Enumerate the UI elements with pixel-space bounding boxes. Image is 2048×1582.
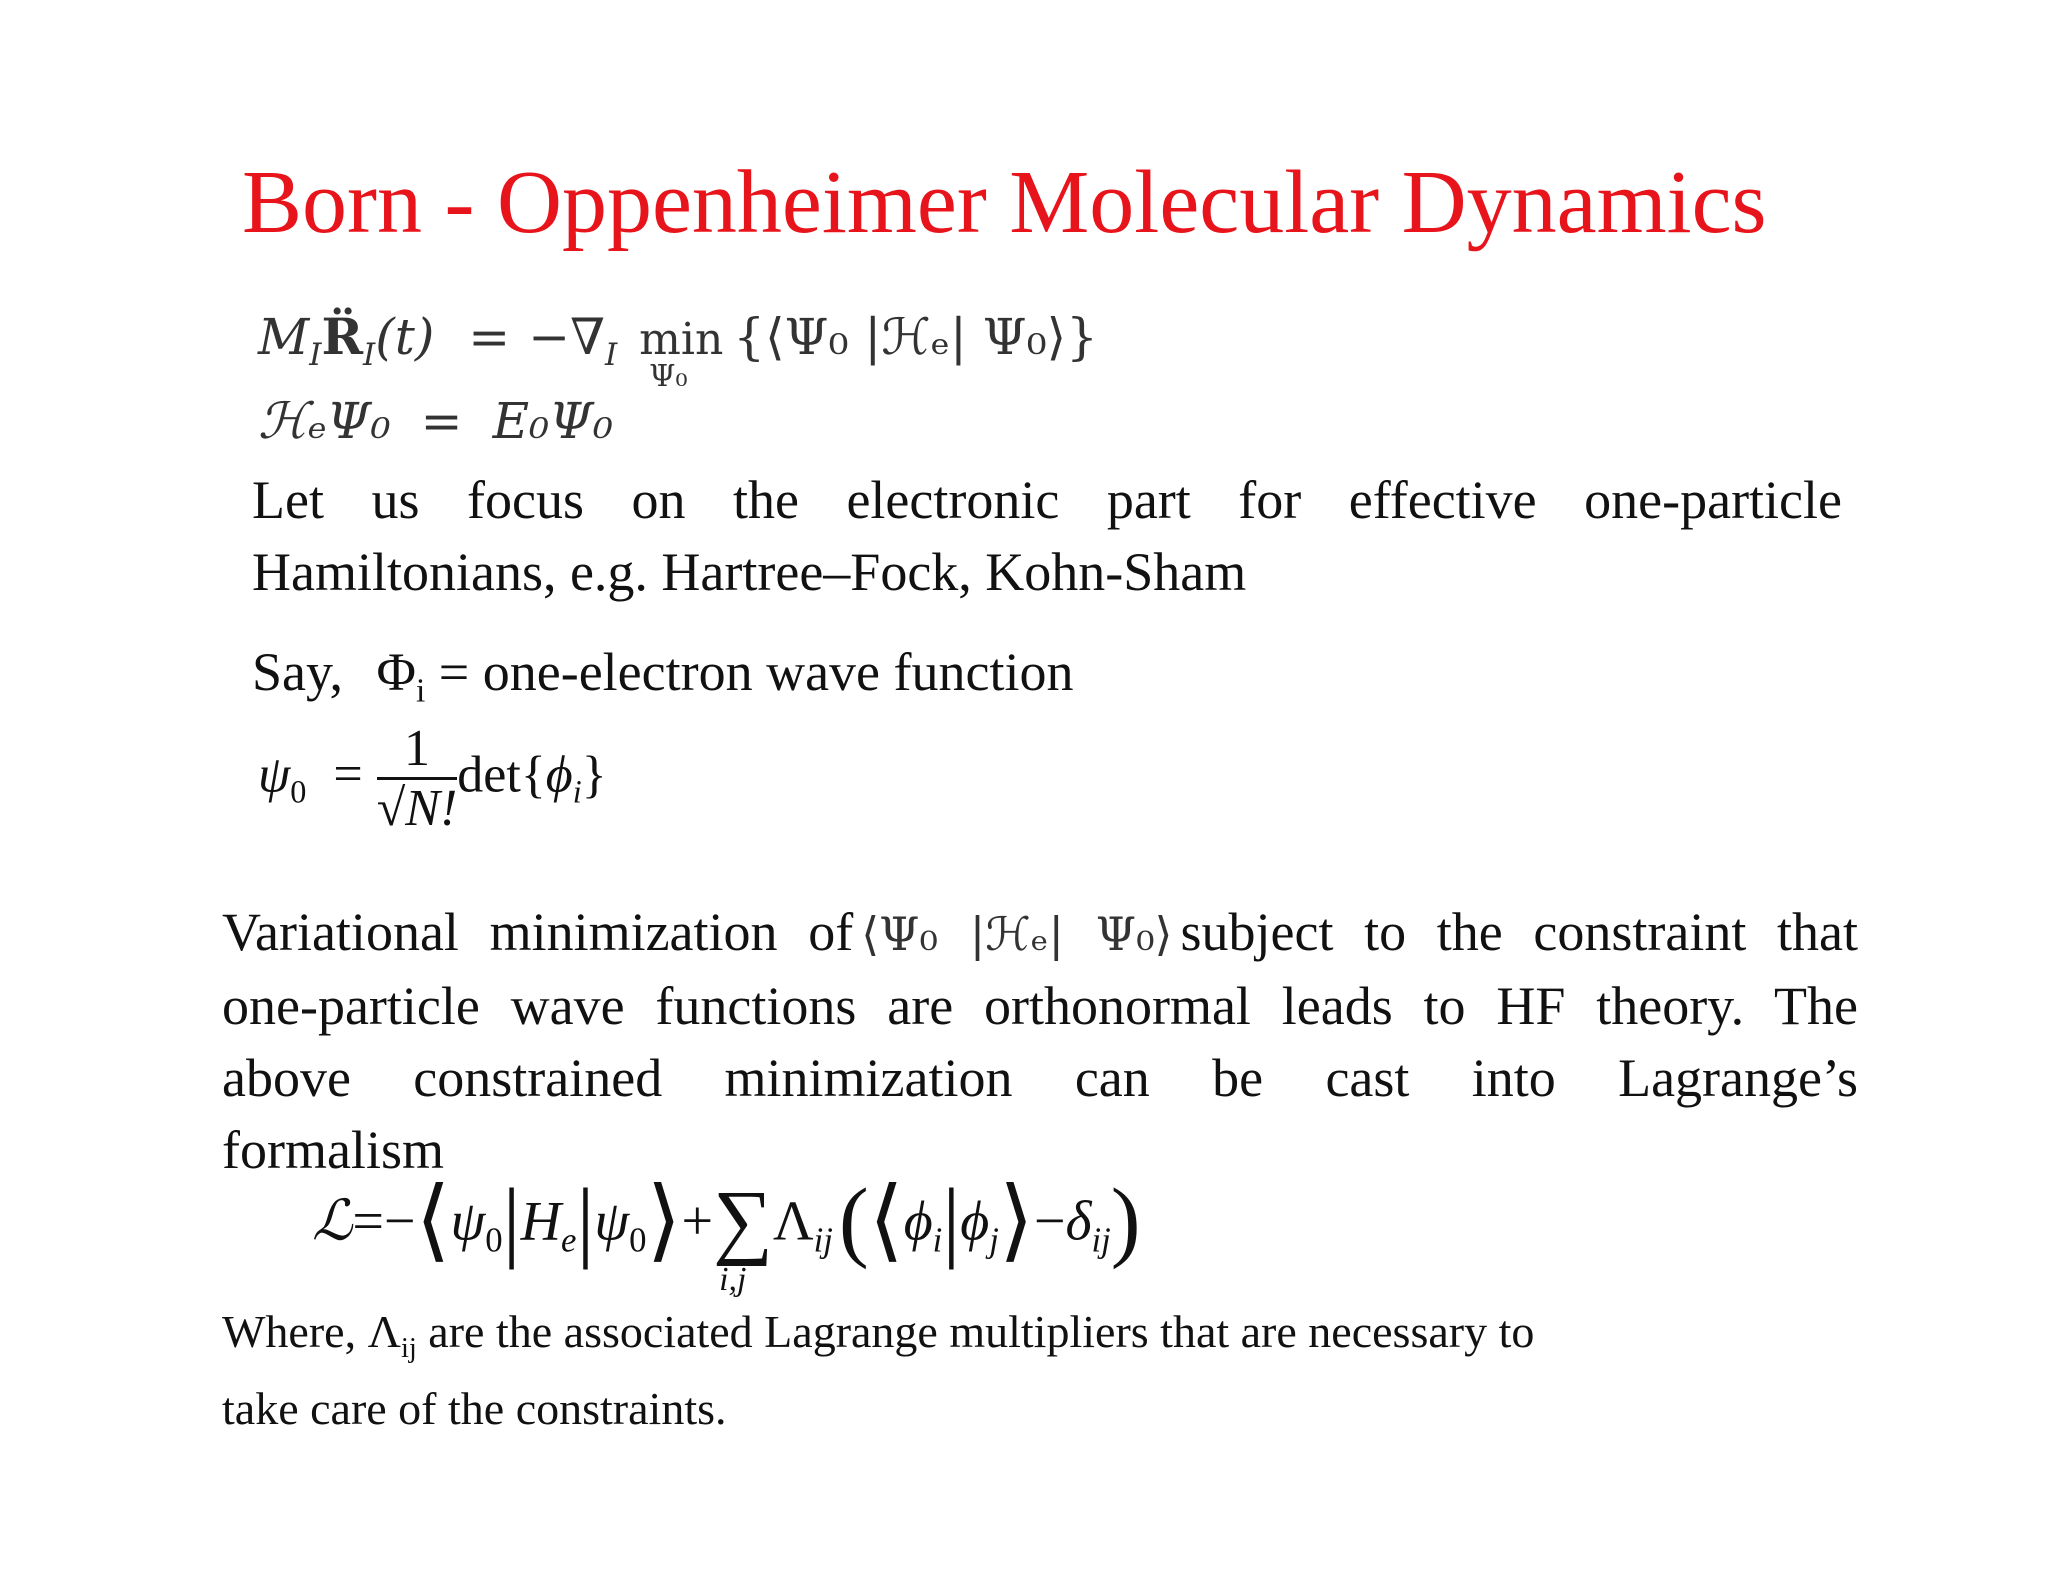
eq4-bar1: |	[502, 1171, 521, 1270]
eq4-phi2-sub: j	[989, 1220, 999, 1260]
paragraph-focus	[252, 464, 1842, 608]
eq3-close: }	[581, 746, 607, 804]
eq1-accel-sub: I	[363, 336, 376, 373]
paragraph-where-line2: take care of the constraints.	[222, 1382, 727, 1434]
eq4-bra2: ⟨	[868, 1171, 904, 1270]
eq4-bar3: |	[942, 1171, 961, 1270]
eq3-numerator: 1	[377, 722, 458, 780]
eq3-psi: ψ	[258, 746, 291, 804]
eq4-sum-under: i,j	[719, 1260, 747, 1298]
paragraph-variational	[222, 896, 1858, 1186]
eq1-mass: M	[258, 308, 310, 366]
paragraph-where	[222, 1302, 1534, 1439]
eq3-equals: =	[333, 746, 363, 804]
eq4-phi1: ϕ	[903, 1190, 933, 1253]
eq2-rhs: E₀Ψ₀	[492, 392, 614, 450]
eq4-psi2: ψ	[594, 1190, 630, 1253]
eq4-psi2-sub: 0	[629, 1220, 647, 1260]
paragraph-focus-line2: Hamiltonians, e.g. Hartree–Fock, Kohn-Sham	[252, 542, 1247, 602]
paragraph-variational-line2: one-particle wave functions are orthonormal leads to HF theory. The	[222, 976, 1858, 1036]
eq4-delta: δ	[1065, 1190, 1092, 1253]
say-prefix: Say,	[252, 642, 343, 702]
eq4-sum: ∑ i,j	[713, 1173, 773, 1298]
eq4-phi2: ϕ	[960, 1190, 990, 1253]
eq4-open: (	[838, 1171, 869, 1270]
paragraph-where-line1: Where, $\Lambda_{ij}$ are the associated Lagrange multipliers that are necessary to	[222, 1306, 1535, 1364]
paragraph-variational-line4: formalism	[222, 1120, 444, 1180]
paragraph-variational-braket: ⟨Ψ₀ |ℋₑ| Ψ₀⟩	[861, 907, 1173, 961]
eq3-phi: ϕ	[545, 746, 573, 804]
eq4-phi1-sub: i	[932, 1220, 943, 1260]
eq4-H: H	[520, 1190, 562, 1253]
slide-title: Born - Oppenheimer Molecular Dynamics	[242, 153, 1767, 252]
eq4-H-sub: e	[561, 1220, 577, 1260]
eq4-eq-minus: =−	[352, 1190, 416, 1253]
eq4-psi1: ψ	[450, 1190, 486, 1253]
eq4-minus: −	[1033, 1190, 1066, 1253]
eq4-ket2: ⟩	[998, 1171, 1034, 1270]
eq1-equals: =	[468, 308, 511, 366]
eq1-braket: {⟨Ψ₀ |ℋₑ| Ψ₀⟩}	[733, 308, 1098, 366]
say-phi: Φ	[376, 642, 416, 702]
eq1-accel: R̈	[321, 307, 364, 366]
eq1-time: (t)	[375, 308, 435, 366]
eq4-bar2: |	[576, 1171, 595, 1270]
eq1-nabla: −∇	[528, 308, 605, 366]
eq3-fraction	[377, 722, 458, 837]
equation-newton-bo	[258, 307, 1098, 394]
eq2-equals: =	[420, 392, 463, 450]
eq3-det: det{	[457, 746, 546, 804]
eq4-plus: +	[681, 1190, 714, 1253]
eq4-delta-sub: ij	[1091, 1220, 1111, 1260]
eq4-ket1: ⟩	[646, 1171, 682, 1270]
eq4-close: )	[1110, 1171, 1141, 1270]
eq3-denominator: √N!	[376, 779, 458, 837]
eq3-phi-sub: i	[572, 773, 582, 810]
paragraph-variational-line3: above constrained minimization can be cast into Lagrange’s	[222, 1048, 1858, 1108]
say-line	[252, 636, 1073, 728]
eq1-min: min Ψ₀	[639, 314, 724, 394]
say-phi-sub: i	[415, 672, 426, 710]
paragraph-variational-line1: Variational minimization of ⟨Ψ₀ |ℋₑ| Ψ₀⟩ subject to the constraint that	[222, 902, 1858, 962]
eq3-psi-sub: 0	[290, 773, 307, 810]
eq1-nabla-sub: I	[605, 336, 618, 373]
eq1-min-under: Ψ₀	[649, 359, 688, 394]
paragraph-focus-line1: Let us focus on the electronic part for effective one-particle	[252, 470, 1842, 530]
equation-schrodinger	[258, 392, 614, 450]
eq2-lhs: ℋₑΨ₀	[258, 392, 391, 450]
eq4-L: ℒ	[312, 1188, 353, 1254]
eq4-bra1: ⟨	[415, 1171, 451, 1270]
where-Lambda-sub: ij	[400, 1332, 417, 1364]
eq1-mass-sub: I	[309, 336, 322, 373]
equation-slater	[258, 722, 607, 837]
eq4-Lambda: Λ	[772, 1190, 814, 1253]
eq4-Lambda-sub: ij	[813, 1220, 833, 1260]
eq4-psi1-sub: 0	[485, 1220, 503, 1260]
say-rest: = one-electron wave function	[438, 642, 1074, 702]
where-Lambda: Λ	[367, 1306, 401, 1357]
equation-lagrangian	[312, 1171, 1141, 1298]
